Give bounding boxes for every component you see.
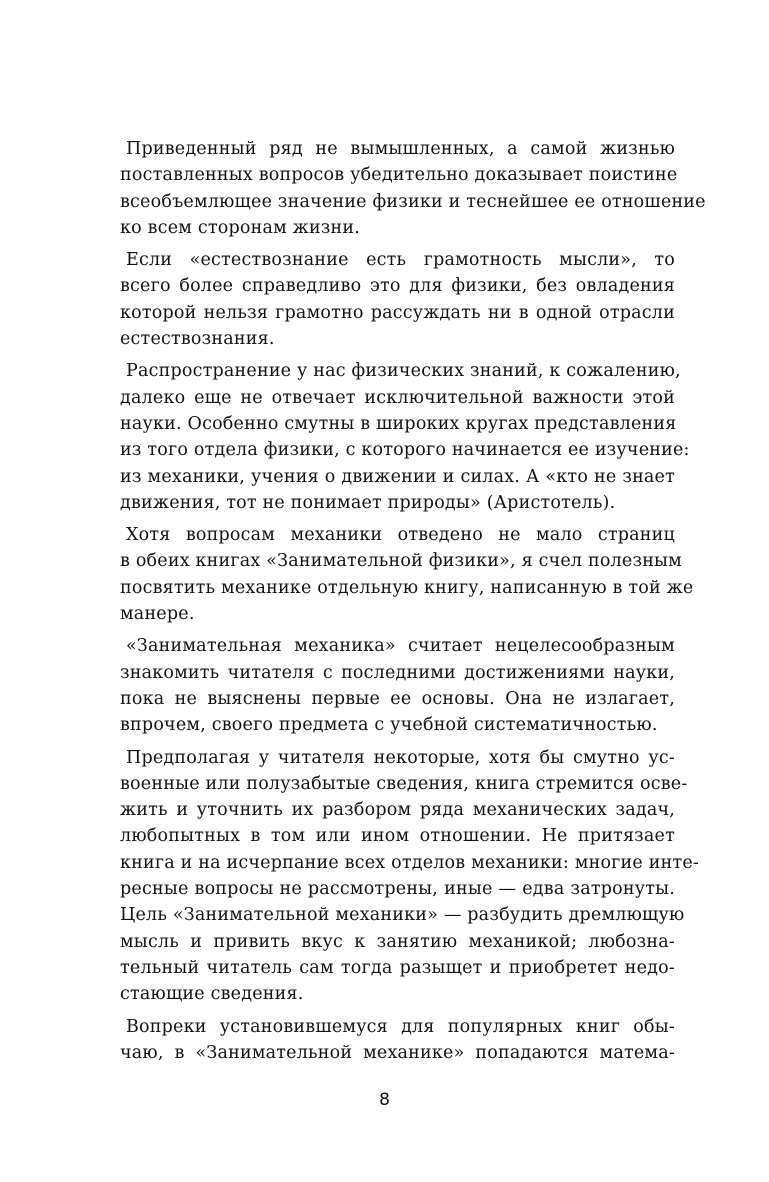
text-line: знакомить читателя с последними достижениями науки, xyxy=(120,662,675,683)
text-line: ресные вопросы не рассмотрены, иные — едва затронуты. xyxy=(120,879,675,900)
paragraph xyxy=(120,745,700,1008)
text-line: науки. Особенно смутны в широких кругах представления xyxy=(120,413,677,434)
text-line: всеобъемлющее значение физики и теснейшее ее отношение xyxy=(120,191,706,212)
text-line: впрочем, своего предмета с учебной систематичностью. xyxy=(120,715,658,736)
paragraph xyxy=(120,247,675,352)
text-line: Вопреки установившемуся для популярных книг обы- xyxy=(126,1016,675,1037)
text-line: Если «естествознание есть грамотность мысли», то xyxy=(126,250,675,271)
text-line: Приведенный ряд не вымышленных, а самой жизнью xyxy=(126,139,675,159)
paragraph xyxy=(120,633,675,738)
text-line: в обеих книгах «Занимательной физики», я счел полезным xyxy=(120,551,682,572)
text-line: Предполагая у читателя некоторые, хотя бы смутно ус- xyxy=(126,747,675,768)
text-line: жить и уточнить их разбором ряда механических задач, xyxy=(120,800,675,821)
text-line: военные или полузабытые сведения, книга стремится осве- xyxy=(120,773,688,794)
text-line: которой нельзя грамотно рассуждать ни в одной отрасли xyxy=(120,302,675,323)
text-line: Хотя вопросам механики отведено не мало страниц xyxy=(126,525,675,546)
paragraph xyxy=(120,1014,675,1067)
text-line: «Занимательная механика» считает нецелесообразным xyxy=(126,636,675,657)
text-line: пока не выяснены первые ее основы. Она не излагает, xyxy=(120,688,675,709)
text-line: любопытных в том или ином отношении. Не притязает xyxy=(120,826,675,847)
text-line: движения, тот не понимает природы» (Аристотель). xyxy=(120,492,616,513)
text-line: из того отдела физики, с которого начинается ее изучение: xyxy=(120,440,690,461)
text-line: естествознания. xyxy=(120,329,275,350)
text-line: Распространение у нас физических знаний, к сожалению, xyxy=(126,361,681,382)
body-text xyxy=(120,136,706,1072)
text-line: чаю, в «Занимательной механике» попадаются матема- xyxy=(120,1042,675,1063)
paragraph xyxy=(120,522,694,627)
text-line: из механики, учения о движении и силах. А «кто не знает xyxy=(120,466,675,487)
text-line: посвятить механике отдельную книгу, написанную в той же xyxy=(120,577,694,598)
text-line: далеко еще не отвечает исключительной важности этой xyxy=(120,387,675,408)
text-line: тельный читатель сам тогда разыщет и приобретет недо- xyxy=(120,957,675,978)
text-line: всего более справедливо это для физики, без овладения xyxy=(120,276,675,297)
text-line: книга и на исчерпание всех отделов механики: многие инте- xyxy=(120,852,700,873)
page-number: 8 xyxy=(379,1090,390,1110)
text-line: ко всем сторонам жизни. xyxy=(120,217,361,238)
text-line: поставленных вопросов убедительно доказывает поистине xyxy=(120,165,678,186)
paragraph xyxy=(120,358,690,516)
paragraph xyxy=(120,136,706,241)
text-line: манере. xyxy=(120,604,195,625)
text-line: стающие сведения. xyxy=(120,984,304,1005)
text-line: мысль и привить вкус к занятию механикой; любозна- xyxy=(120,931,675,952)
text-line: Цель «Занимательной механики» — разбудить дремлющую xyxy=(120,905,685,926)
